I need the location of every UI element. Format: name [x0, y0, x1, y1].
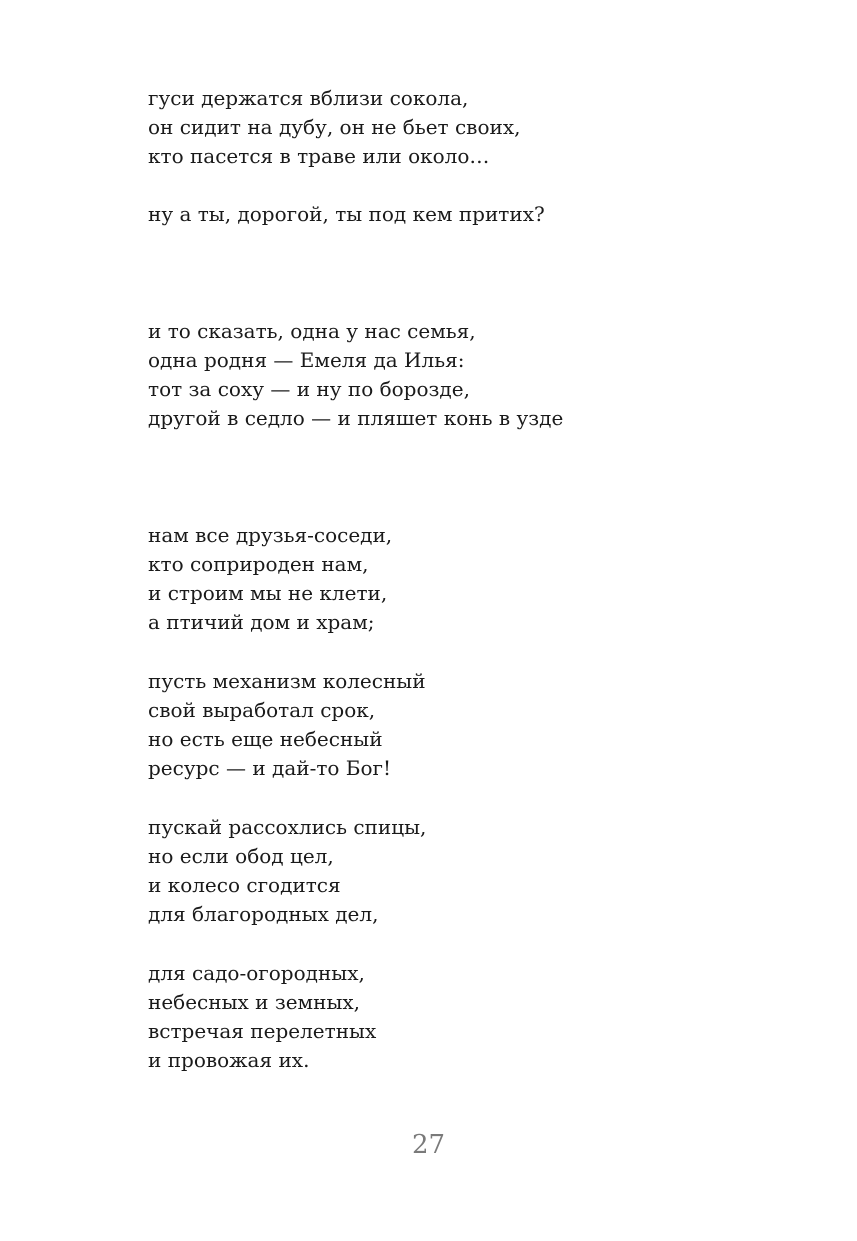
verse-line: нам все друзья-соседи,	[148, 523, 393, 547]
poem-1-stanza-2	[148, 200, 808, 229]
verse-line: свой выработал срок,	[148, 698, 376, 722]
poem-3-stanza-1	[148, 521, 808, 637]
verse-line: и провожая их.	[148, 1048, 310, 1072]
verse-line: другой в седло — и пляшет конь в узде	[148, 406, 564, 430]
verse-line: пусть механизм колесный	[148, 669, 426, 693]
verse-line: но есть еще небесный	[148, 727, 383, 751]
verse-line: и то сказать, одна у нас семья,	[148, 319, 476, 343]
verse-line: одна родня — Емеля да Илья:	[148, 348, 465, 372]
poem-3-stanza-3	[148, 813, 808, 929]
verse-line: но если обод цел,	[148, 844, 334, 868]
verse-line: гуси держатся вблизи сокола,	[148, 86, 469, 110]
verse-line: ну а ты, дорогой, ты под кем притих?	[148, 202, 545, 226]
poem-2-stanza-1	[148, 317, 808, 433]
verse-line: а птичий дом и храм;	[148, 610, 375, 634]
poem-3-stanza-2	[148, 667, 808, 783]
poem-1-stanza-1	[148, 84, 808, 171]
page-number: 27	[411, 1130, 446, 1160]
verse-line: и колесо сгодится	[148, 873, 341, 897]
verse-line: кто соприроден нам,	[148, 552, 369, 576]
verse-line: он сидит на дубу, он не бьет своих,	[148, 115, 521, 139]
verse-line: встречая перелетных	[148, 1019, 377, 1043]
poem-3-stanza-4	[148, 959, 808, 1075]
verse-line: небесных и земных,	[148, 990, 361, 1014]
verse-line: и строим мы не клети,	[148, 581, 388, 605]
verse-line: тот за соху — и ну по борозде,	[148, 377, 470, 401]
verse-line: кто пасется в траве или около…	[148, 144, 490, 168]
verse-line: для благородных дел,	[148, 902, 379, 926]
verse-line: пускай рассохлись спицы,	[148, 815, 427, 839]
verse-line: для садо-огородных,	[148, 961, 365, 985]
verse-line: ресурс — и дай-то Бог!	[148, 756, 392, 780]
